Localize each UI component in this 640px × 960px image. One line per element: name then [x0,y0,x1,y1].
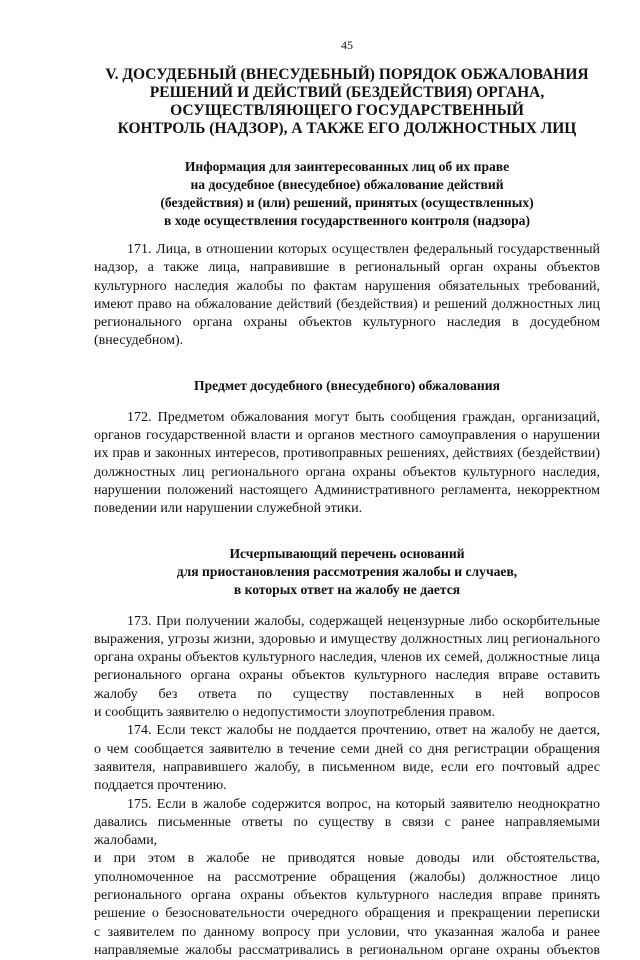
paragraph-line: надзор, а также лица, направившие в региональный орган охраны объектов [94,260,600,276]
heading-suspension-grounds [94,545,600,599]
paragraph-line: направляемые жалобы рассматривались в региональном органе охраны объектов [94,942,600,958]
paragraph-line: регионального органа охраны объектов культурного наследия вправе оставить [94,668,600,684]
paragraph-line: 174. Если текст жалобы не поддается прочтению, ответ на жалобу не дается, [127,723,600,739]
paragraph-line: их прав и законных интересов, противоправных решениях, действиях (бездействии) [94,446,600,462]
heading-line: Исчерпывающий перечень оснований [229,545,465,561]
heading-line: в ходе осуществления государственного контроля (надзора) [164,213,530,228]
paragraph-line: о чем сообщается заявителю в течение семи дней со дня регистрации обращения [94,741,600,757]
page-number: 45 [341,38,353,52]
paragraph-line: органа охраны объектов культурного наследия, членов их семей, должностные лица [94,650,600,666]
paragraph-line: и сообщить заявителю о недопустимости злоупотребления правом. [94,705,496,721]
paragraph-173 [94,613,600,723]
paragraph-171 [94,241,600,351]
paragraph-line: 171. Лица, в отношении которых осуществлен федеральный государственный [127,242,600,257]
paragraph-line: и при этом в жалобе не приводятся новые доводы или обстоятельства, [94,851,600,867]
section-title-line: ОСУЩЕСТВЛЯЮЩЕГО ГОСУДАРСТВЕННЫЙ [170,102,524,119]
heading-appeal-info [94,158,600,230]
paragraph-line: 172. Предметом обжалования могут быть сообщения граждан, организаций, [127,409,600,425]
paragraph-line: давались письменные ответы по существу в связи с ранее направляемыми жалобами, [94,814,600,849]
paragraph-line: поддается прочтению. [94,778,227,794]
paragraph-172 [94,409,600,519]
paragraph-line: (внесудебном). [94,333,184,349]
paragraph-line: культурного наследия жалобы по фактам нарушения обязательных требований, [94,278,600,294]
paragraph-line: поведении или нарушении служебной этики. [94,501,363,517]
paragraph-line: с заявителем по данному вопросу при условии, что указанная жалоба и ранее [94,924,600,940]
paragraph-line: органов государственной власти и органов местного самоуправления о нарушении [94,428,600,444]
paragraph-line: регионального органа охраны объектов культурного наследия вправе принять [94,888,600,904]
heading-line: Информация для заинтересованных лиц об их праве [184,159,510,174]
paragraph-line: уполномоченное на рассмотрение обращения (жалобы) должностное лицо [94,869,600,885]
paragraph-line: 173. При получении жалобы, содержащей нецензурные либо оскорбительные [127,613,600,629]
heading-line: для приостановления рассмотрения жалобы и случаев, [176,563,518,579]
heading-line: в которых ответ на жалобу не дается [233,581,461,597]
paragraph-line: имеют право на обжалование действий (бездействия) и решений должностных лиц [94,296,600,312]
heading-appeal-subject [94,377,600,395]
paragraph-line: 175. Если в жалобе содержится вопрос, на который заявителю неоднократно [127,796,600,812]
paragraph-line: нарушении положений настоящего Административного регламента, некорректном [94,482,600,498]
section-title-line: V. ДОСУДЕБНЫЙ (ВНЕСУДЕБНЫЙ) ПОРЯДОК ОБЖАЛОВАНИЯ [105,66,589,83]
section-title-line: КОНТРОЛЬ (НАДЗОР), А ТАКЖЕ ЕГО ДОЛЖНОСТНЫХ ЛИЦ [117,120,577,137]
section-title [94,66,600,138]
section-title-line: РЕШЕНИЙ И ДЕЙСТВИЙ (БЕЗДЕЙСТВИЯ) ОРГАНА, [149,84,545,101]
heading-line: (бездействия) и (или) решений, принятых (осуществленных) [160,195,534,210]
paragraph-line: решение о безосновательности очередного обращения и прекращении переписки [94,906,600,922]
heading-line: Предмет досудебного (внесудебного) обжалования [194,377,500,393]
paragraph-line: выражения, угрозы жизни, здоровью и имуществу должностных лиц регионального [94,631,600,647]
paragraph-line: регионального органа охраны объектов культурного наследия в досудебном [94,315,600,331]
paragraph-line: заявителя, направившего жалобу, в письменном виде, если его почтовый адрес [94,759,600,775]
paragraph-line: жалобу без ответа по существу поставленных в ней вопросов [94,686,600,702]
paragraph-line: должностных лиц регионального органа охраны объектов культурного наследия, [94,464,600,480]
paragraph-175 [94,796,600,960]
heading-line: на досудебное (внесудебное) обжалование действий [190,177,504,192]
paragraph-174 [94,722,600,795]
